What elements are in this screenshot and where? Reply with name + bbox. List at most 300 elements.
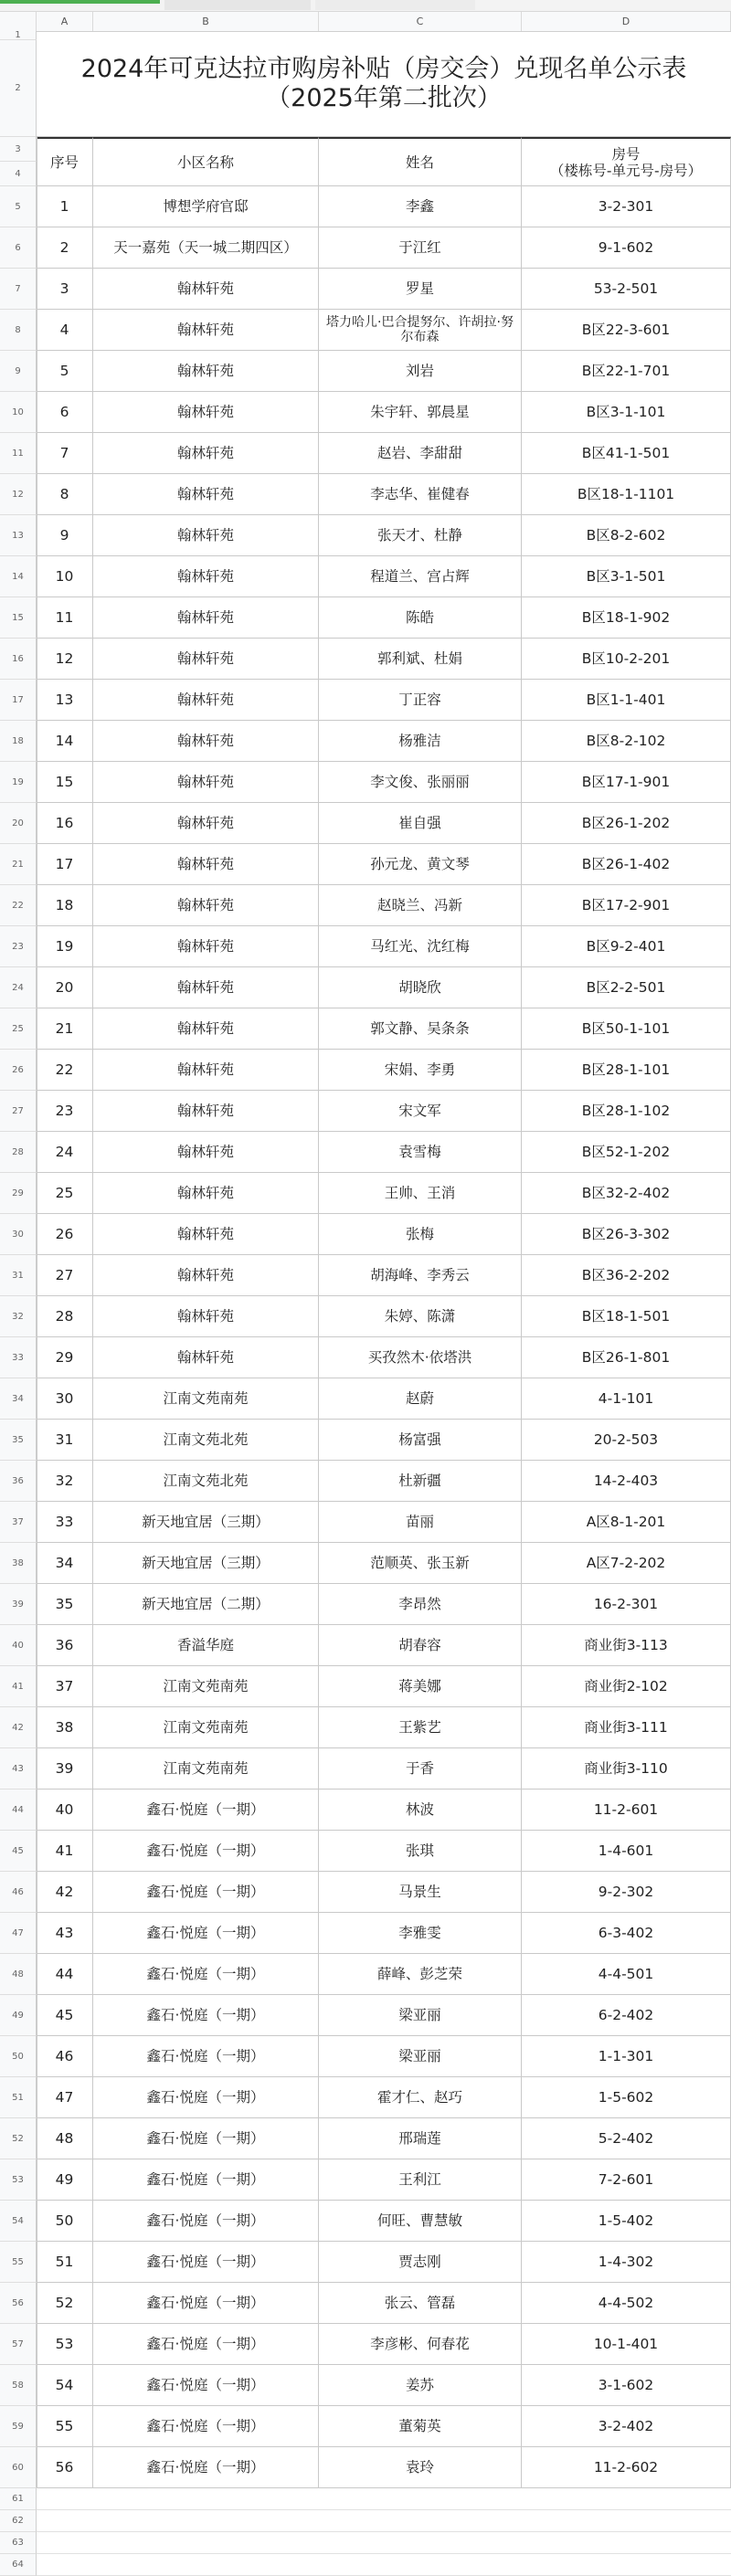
row-room[interactable]: 3-2-402 xyxy=(522,2406,731,2447)
row-header[interactable]: 9 xyxy=(0,351,37,392)
row-name[interactable]: 李雅雯 xyxy=(319,1913,522,1954)
row-room[interactable]: 4-4-501 xyxy=(522,1954,731,1995)
row-name[interactable]: 张天才、杜静 xyxy=(319,515,522,556)
row-community[interactable]: 江南文苑南苑 xyxy=(93,1707,319,1748)
row-header[interactable]: 12 xyxy=(0,474,37,515)
row-community[interactable]: 鑫石·悦庭（一期） xyxy=(93,1995,319,2036)
row-name[interactable]: 王紫艺 xyxy=(319,1707,522,1748)
row-header[interactable]: 20 xyxy=(0,803,37,844)
row-index[interactable]: 44 xyxy=(37,1954,93,1995)
row-room[interactable]: B区22-1-701 xyxy=(522,351,731,392)
row-room[interactable]: 16-2-301 xyxy=(522,1584,731,1625)
row-header[interactable]: 55 xyxy=(0,2242,37,2283)
row-index[interactable]: 6 xyxy=(37,392,93,433)
row-header[interactable]: 38 xyxy=(0,1543,37,1584)
row-index[interactable]: 32 xyxy=(37,1461,93,1502)
row-community[interactable]: 翰林轩苑 xyxy=(93,1091,319,1132)
row-community[interactable]: 鑫石·悦庭（一期） xyxy=(93,1831,319,1872)
row-header[interactable]: 59 xyxy=(0,2406,37,2447)
row-index[interactable]: 19 xyxy=(37,926,93,967)
row-header[interactable]: 36 xyxy=(0,1461,37,1502)
row-room[interactable]: A区7-2-202 xyxy=(522,1543,731,1584)
row-name[interactable]: 王帅、王消 xyxy=(319,1173,522,1214)
header-name[interactable]: 姓名 xyxy=(319,137,522,186)
row-index[interactable]: 22 xyxy=(37,1050,93,1091)
row-name[interactable]: 买孜然木·依塔洪 xyxy=(319,1337,522,1378)
row-room[interactable]: B区9-2-401 xyxy=(522,926,731,967)
row-name[interactable]: 李昂然 xyxy=(319,1584,522,1625)
row-name[interactable]: 贾志刚 xyxy=(319,2242,522,2283)
row-community[interactable]: 鑫石·悦庭（一期） xyxy=(93,2036,319,2077)
row-header[interactable]: 11 xyxy=(0,433,37,474)
row-name[interactable]: 于香 xyxy=(319,1748,522,1789)
header-index[interactable]: 序号 xyxy=(37,137,93,186)
row-header[interactable]: 43 xyxy=(0,1748,37,1789)
row-index[interactable]: 9 xyxy=(37,515,93,556)
row-header[interactable]: 64 xyxy=(0,2554,37,2576)
row-community[interactable]: 鑫石·悦庭（一期） xyxy=(93,1913,319,1954)
row-header[interactable]: 58 xyxy=(0,2365,37,2406)
row-community[interactable]: 翰林轩苑 xyxy=(93,967,319,1008)
row-index[interactable]: 21 xyxy=(37,1008,93,1050)
row-community[interactable]: 鑫石·悦庭（一期） xyxy=(93,2283,319,2324)
row-header[interactable]: 40 xyxy=(0,1625,37,1666)
row-name[interactable]: 何旺、曹慧敏 xyxy=(319,2201,522,2242)
row-index[interactable]: 2 xyxy=(37,227,93,269)
row-header[interactable]: 50 xyxy=(0,2036,37,2077)
row-name[interactable]: 杨雅洁 xyxy=(319,721,522,762)
row-header[interactable]: 62 xyxy=(0,2510,37,2532)
row-index[interactable]: 53 xyxy=(37,2324,93,2365)
row-header[interactable]: 26 xyxy=(0,1050,37,1091)
row-name[interactable]: 邢瑞莲 xyxy=(319,2118,522,2159)
row-community[interactable]: 江南文苑南苑 xyxy=(93,1666,319,1707)
row-room[interactable]: 6-2-402 xyxy=(522,1995,731,2036)
row-community[interactable]: 江南文苑北苑 xyxy=(93,1420,319,1461)
row-index[interactable]: 39 xyxy=(37,1748,93,1789)
row-room[interactable]: 商业街3-110 xyxy=(522,1748,731,1789)
sheet-tab-3[interactable] xyxy=(315,0,475,10)
row-room[interactable]: 3-2-301 xyxy=(522,186,731,227)
row-community[interactable]: 鑫石·悦庭（一期） xyxy=(93,1872,319,1913)
row-index[interactable]: 20 xyxy=(37,967,93,1008)
corner-cell[interactable] xyxy=(0,12,37,31)
row-index[interactable]: 56 xyxy=(37,2447,93,2488)
row-community[interactable]: 鑫石·悦庭（一期） xyxy=(93,2242,319,2283)
row-name[interactable]: 苗丽 xyxy=(319,1502,522,1543)
row-header[interactable]: 47 xyxy=(0,1913,37,1954)
row-index[interactable]: 42 xyxy=(37,1872,93,1913)
row-index[interactable]: 30 xyxy=(37,1378,93,1420)
row-name[interactable]: 孙元龙、黄文琴 xyxy=(319,844,522,885)
row-index[interactable]: 26 xyxy=(37,1214,93,1255)
row-community[interactable]: 新天地宜居（三期） xyxy=(93,1502,319,1543)
row-name[interactable]: 丁正容 xyxy=(319,680,522,721)
row-room[interactable]: 11-2-602 xyxy=(522,2447,731,2488)
row-header[interactable]: 39 xyxy=(0,1584,37,1625)
row-room[interactable]: B区18-1-902 xyxy=(522,597,731,639)
row-name[interactable]: 刘岩 xyxy=(319,351,522,392)
row-room[interactable]: B区3-1-501 xyxy=(522,556,731,597)
row-room[interactable]: 20-2-503 xyxy=(522,1420,731,1461)
row-header[interactable]: 15 xyxy=(0,597,37,639)
row-room[interactable]: B区22-3-601 xyxy=(522,310,731,351)
row-name[interactable]: 于江红 xyxy=(319,227,522,269)
row-name[interactable]: 杨富强 xyxy=(319,1420,522,1461)
row-index[interactable]: 12 xyxy=(37,639,93,680)
row-header[interactable]: 60 xyxy=(0,2447,37,2488)
row-index[interactable]: 49 xyxy=(37,2159,93,2201)
row-name[interactable]: 崔自强 xyxy=(319,803,522,844)
row-header[interactable]: 51 xyxy=(0,2077,37,2118)
row-index[interactable]: 36 xyxy=(37,1625,93,1666)
column-header-a[interactable]: A xyxy=(37,12,93,31)
row-name[interactable]: 马红光、沈红梅 xyxy=(319,926,522,967)
row-name[interactable]: 袁雪梅 xyxy=(319,1132,522,1173)
row-room[interactable]: 1-5-402 xyxy=(522,2201,731,2242)
row-header[interactable]: 41 xyxy=(0,1666,37,1707)
row-community[interactable]: 翰林轩苑 xyxy=(93,310,319,351)
row-index[interactable]: 54 xyxy=(37,2365,93,2406)
row-index[interactable]: 37 xyxy=(37,1666,93,1707)
row-community[interactable]: 翰林轩苑 xyxy=(93,885,319,926)
row-name[interactable]: 郭利斌、杜娟 xyxy=(319,639,522,680)
row-room[interactable]: B区28-1-101 xyxy=(522,1050,731,1091)
row-room[interactable]: 6-3-402 xyxy=(522,1913,731,1954)
row-room[interactable]: B区26-1-202 xyxy=(522,803,731,844)
row-room[interactable]: B区41-1-501 xyxy=(522,433,731,474)
row-community[interactable]: 翰林轩苑 xyxy=(93,762,319,803)
row-header[interactable]: 6 xyxy=(0,227,37,269)
row-community[interactable]: 江南文苑北苑 xyxy=(93,1461,319,1502)
row-community[interactable]: 翰林轩苑 xyxy=(93,639,319,680)
row-index[interactable]: 3 xyxy=(37,269,93,310)
row-community[interactable]: 翰林轩苑 xyxy=(93,1050,319,1091)
row-name[interactable]: 梁亚丽 xyxy=(319,1995,522,2036)
row-index[interactable]: 34 xyxy=(37,1543,93,1584)
row-room[interactable]: B区8-2-602 xyxy=(522,515,731,556)
row-community[interactable]: 翰林轩苑 xyxy=(93,1337,319,1378)
row-name[interactable]: 陈皓 xyxy=(319,597,522,639)
row-room[interactable]: 商业街3-113 xyxy=(522,1625,731,1666)
row-community[interactable]: 翰林轩苑 xyxy=(93,351,319,392)
row-header[interactable]: 29 xyxy=(0,1173,37,1214)
row-name[interactable]: 郭文静、吴条条 xyxy=(319,1008,522,1050)
row-community[interactable]: 江南文苑南苑 xyxy=(93,1378,319,1420)
row-community[interactable]: 翰林轩苑 xyxy=(93,1255,319,1296)
row-room[interactable]: 11-2-601 xyxy=(522,1789,731,1831)
row-room[interactable]: 4-1-101 xyxy=(522,1378,731,1420)
row-header[interactable]: 18 xyxy=(0,721,37,762)
row-header[interactable]: 63 xyxy=(0,2532,37,2554)
row-header[interactable]: 19 xyxy=(0,762,37,803)
row-name[interactable]: 胡海峰、李秀云 xyxy=(319,1255,522,1296)
row-name[interactable]: 赵岩、李甜甜 xyxy=(319,433,522,474)
row-header[interactable]: 24 xyxy=(0,967,37,1008)
row-header[interactable]: 49 xyxy=(0,1995,37,2036)
row-name[interactable]: 薛峰、彭芝荣 xyxy=(319,1954,522,1995)
row-index[interactable]: 35 xyxy=(37,1584,93,1625)
row-index[interactable]: 13 xyxy=(37,680,93,721)
row-header[interactable]: 14 xyxy=(0,556,37,597)
row-name[interactable]: 张云、管磊 xyxy=(319,2283,522,2324)
column-header-d[interactable]: D xyxy=(522,12,731,31)
row-room[interactable]: 14-2-403 xyxy=(522,1461,731,1502)
row-room[interactable]: 9-2-302 xyxy=(522,1872,731,1913)
row-name[interactable]: 胡晓欣 xyxy=(319,967,522,1008)
row-index[interactable]: 10 xyxy=(37,556,93,597)
row-index[interactable]: 29 xyxy=(37,1337,93,1378)
row-index[interactable]: 40 xyxy=(37,1789,93,1831)
row-index[interactable]: 4 xyxy=(37,310,93,351)
row-name[interactable]: 程道兰、宫占辉 xyxy=(319,556,522,597)
row-index[interactable]: 45 xyxy=(37,1995,93,2036)
row-community[interactable]: 鑫石·悦庭（一期） xyxy=(93,2324,319,2365)
row-index[interactable]: 16 xyxy=(37,803,93,844)
row-community[interactable]: 翰林轩苑 xyxy=(93,803,319,844)
row-header[interactable]: 22 xyxy=(0,885,37,926)
sheet-tab-2[interactable] xyxy=(164,0,311,10)
row-room[interactable]: 7-2-601 xyxy=(522,2159,731,2201)
row-header[interactable]: 45 xyxy=(0,1831,37,1872)
row-index[interactable]: 50 xyxy=(37,2201,93,2242)
row-header[interactable]: 34 xyxy=(0,1378,37,1420)
row-room[interactable]: 1-5-602 xyxy=(522,2077,731,2118)
row-room[interactable]: B区52-1-202 xyxy=(522,1132,731,1173)
row-name[interactable]: 张梅 xyxy=(319,1214,522,1255)
row-community[interactable]: 鑫石·悦庭（一期） xyxy=(93,2406,319,2447)
row-room[interactable]: B区32-2-402 xyxy=(522,1173,731,1214)
row-room[interactable]: 1-1-301 xyxy=(522,2036,731,2077)
row-room[interactable]: 1-4-302 xyxy=(522,2242,731,2283)
row-index[interactable]: 41 xyxy=(37,1831,93,1872)
row-name[interactable]: 王利江 xyxy=(319,2159,522,2201)
row-community[interactable]: 翰林轩苑 xyxy=(93,1214,319,1255)
row-community[interactable]: 江南文苑南苑 xyxy=(93,1748,319,1789)
row-header[interactable]: 7 xyxy=(0,269,37,310)
row-community[interactable]: 翰林轩苑 xyxy=(93,556,319,597)
row-community[interactable]: 博想学府官邸 xyxy=(93,186,319,227)
row-community[interactable]: 翰林轩苑 xyxy=(93,1296,319,1337)
row-header[interactable]: 56 xyxy=(0,2283,37,2324)
row-community[interactable]: 鑫石·悦庭（一期） xyxy=(93,2447,319,2488)
row-community[interactable]: 鑫石·悦庭（一期） xyxy=(93,2077,319,2118)
row-room[interactable]: 53-2-501 xyxy=(522,269,731,310)
row-index[interactable]: 33 xyxy=(37,1502,93,1543)
row-name[interactable]: 胡春容 xyxy=(319,1625,522,1666)
row-community[interactable]: 新天地宜居（二期） xyxy=(93,1584,319,1625)
row-room[interactable]: A区8-1-201 xyxy=(522,1502,731,1543)
row-index[interactable]: 7 xyxy=(37,433,93,474)
row-header[interactable]: 35 xyxy=(0,1420,37,1461)
row-room[interactable]: B区3-1-101 xyxy=(522,392,731,433)
row-name[interactable]: 赵蔚 xyxy=(319,1378,522,1420)
row-index[interactable]: 8 xyxy=(37,474,93,515)
row-room[interactable]: 10-1-401 xyxy=(522,2324,731,2365)
row-name[interactable]: 罗星 xyxy=(319,269,522,310)
header-community[interactable]: 小区名称 xyxy=(93,137,319,186)
column-header-b[interactable]: B xyxy=(93,12,319,31)
row-room[interactable]: 3-1-602 xyxy=(522,2365,731,2406)
row-room[interactable]: B区18-1-501 xyxy=(522,1296,731,1337)
row-header[interactable]: 13 xyxy=(0,515,37,556)
row-name[interactable]: 马景生 xyxy=(319,1872,522,1913)
column-header-c[interactable]: C xyxy=(319,12,522,31)
row-community[interactable]: 鑫石·悦庭（一期） xyxy=(93,2118,319,2159)
row-header[interactable]: 37 xyxy=(0,1502,37,1543)
row-index[interactable]: 23 xyxy=(37,1091,93,1132)
row-header[interactable]: 1 xyxy=(0,31,37,40)
row-header[interactable]: 46 xyxy=(0,1872,37,1913)
row-name[interactable]: 李志华、崔健春 xyxy=(319,474,522,515)
row-community[interactable]: 翰林轩苑 xyxy=(93,433,319,474)
row-header[interactable]: 16 xyxy=(0,639,37,680)
row-room[interactable]: B区26-1-801 xyxy=(522,1337,731,1378)
row-room[interactable]: B区26-1-402 xyxy=(522,844,731,885)
row-header[interactable]: 17 xyxy=(0,680,37,721)
row-community[interactable]: 翰林轩苑 xyxy=(93,1132,319,1173)
row-room[interactable]: B区36-2-202 xyxy=(522,1255,731,1296)
row-community[interactable]: 翰林轩苑 xyxy=(93,844,319,885)
row-header[interactable]: 61 xyxy=(0,2488,37,2510)
row-header[interactable]: 28 xyxy=(0,1132,37,1173)
row-room[interactable]: B区26-3-302 xyxy=(522,1214,731,1255)
row-name[interactable]: 张琪 xyxy=(319,1831,522,1872)
row-community[interactable]: 天一嘉苑（天一城二期四区） xyxy=(93,227,319,269)
row-index[interactable]: 18 xyxy=(37,885,93,926)
row-community[interactable]: 翰林轩苑 xyxy=(93,680,319,721)
row-header[interactable]: 27 xyxy=(0,1091,37,1132)
row-header[interactable]: 23 xyxy=(0,926,37,967)
row-name[interactable]: 袁玲 xyxy=(319,2447,522,2488)
row-name[interactable]: 姜苏 xyxy=(319,2365,522,2406)
row-index[interactable]: 24 xyxy=(37,1132,93,1173)
row-community[interactable]: 鑫石·悦庭（一期） xyxy=(93,2365,319,2406)
row-index[interactable]: 52 xyxy=(37,2283,93,2324)
row-room[interactable]: B区50-1-101 xyxy=(522,1008,731,1050)
row-header[interactable]: 42 xyxy=(0,1707,37,1748)
row-name[interactable]: 蒋美娜 xyxy=(319,1666,522,1707)
row-index[interactable]: 11 xyxy=(37,597,93,639)
row-header[interactable]: 33 xyxy=(0,1337,37,1378)
row-room[interactable]: B区17-2-901 xyxy=(522,885,731,926)
row-header[interactable]: 4 xyxy=(0,162,37,186)
row-header[interactable]: 48 xyxy=(0,1954,37,1995)
row-room[interactable]: B区18-1-1101 xyxy=(522,474,731,515)
row-index[interactable]: 25 xyxy=(37,1173,93,1214)
row-name[interactable]: 宋娟、李勇 xyxy=(319,1050,522,1091)
row-community[interactable]: 鑫石·悦庭（一期） xyxy=(93,2159,319,2201)
row-header[interactable]: 2 xyxy=(0,40,37,137)
row-community[interactable]: 香溢华庭 xyxy=(93,1625,319,1666)
row-community[interactable]: 翰林轩苑 xyxy=(93,926,319,967)
row-community[interactable]: 鑫石·悦庭（一期） xyxy=(93,1954,319,1995)
row-header[interactable]: 8 xyxy=(0,310,37,351)
row-community[interactable]: 鑫石·悦庭（一期） xyxy=(93,1789,319,1831)
row-community[interactable]: 翰林轩苑 xyxy=(93,474,319,515)
row-name[interactable]: 林波 xyxy=(319,1789,522,1831)
row-room[interactable]: B区17-1-901 xyxy=(522,762,731,803)
row-header[interactable]: 21 xyxy=(0,844,37,885)
row-name[interactable]: 塔力哈儿·巴合提努尔、许胡拉·努尔布森 xyxy=(319,310,522,351)
row-room[interactable]: B区28-1-102 xyxy=(522,1091,731,1132)
row-header[interactable]: 53 xyxy=(0,2159,37,2201)
row-room[interactable]: 5-2-402 xyxy=(522,2118,731,2159)
row-name[interactable]: 李文俊、张丽丽 xyxy=(319,762,522,803)
row-community[interactable]: 翰林轩苑 xyxy=(93,1173,319,1214)
row-index[interactable]: 46 xyxy=(37,2036,93,2077)
row-header[interactable]: 54 xyxy=(0,2201,37,2242)
row-header[interactable]: 5 xyxy=(0,186,37,227)
row-header[interactable]: 52 xyxy=(0,2118,37,2159)
row-index[interactable]: 31 xyxy=(37,1420,93,1461)
row-index[interactable]: 28 xyxy=(37,1296,93,1337)
row-room[interactable]: 商业街3-111 xyxy=(522,1707,731,1748)
row-header[interactable]: 3 xyxy=(0,137,37,162)
row-index[interactable]: 15 xyxy=(37,762,93,803)
row-community[interactable]: 新天地宜居（三期） xyxy=(93,1543,319,1584)
row-header[interactable]: 57 xyxy=(0,2324,37,2365)
row-name[interactable]: 董菊英 xyxy=(319,2406,522,2447)
row-index[interactable]: 55 xyxy=(37,2406,93,2447)
row-room[interactable]: B区10-2-201 xyxy=(522,639,731,680)
row-community[interactable]: 翰林轩苑 xyxy=(93,269,319,310)
row-header[interactable]: 31 xyxy=(0,1255,37,1296)
row-community[interactable]: 翰林轩苑 xyxy=(93,597,319,639)
row-header[interactable]: 30 xyxy=(0,1214,37,1255)
header-room[interactable] xyxy=(522,137,731,186)
row-index[interactable]: 47 xyxy=(37,2077,93,2118)
row-community[interactable]: 鑫石·悦庭（一期） xyxy=(93,2201,319,2242)
row-header[interactable]: 44 xyxy=(0,1789,37,1831)
row-index[interactable]: 1 xyxy=(37,186,93,227)
row-index[interactable]: 27 xyxy=(37,1255,93,1296)
row-room[interactable]: 商业街2-102 xyxy=(522,1666,731,1707)
row-community[interactable]: 翰林轩苑 xyxy=(93,1008,319,1050)
row-index[interactable]: 43 xyxy=(37,1913,93,1954)
row-header[interactable]: 25 xyxy=(0,1008,37,1050)
sheet-tab-active[interactable] xyxy=(0,0,160,4)
row-community[interactable]: 翰林轩苑 xyxy=(93,515,319,556)
row-name[interactable]: 宋文军 xyxy=(319,1091,522,1132)
row-room[interactable]: 4-4-502 xyxy=(522,2283,731,2324)
sheet-title[interactable]: 2024年可克达拉市购房补贴（房交会）兑现名单公示表（2025年第二批次） xyxy=(37,31,731,137)
row-name[interactable]: 朱婷、陈潇 xyxy=(319,1296,522,1337)
row-room[interactable]: 1-4-601 xyxy=(522,1831,731,1872)
row-name[interactable]: 李鑫 xyxy=(319,186,522,227)
row-name[interactable]: 霍才仁、赵巧 xyxy=(319,2077,522,2118)
row-room[interactable]: B区1-1-401 xyxy=(522,680,731,721)
row-header[interactable]: 32 xyxy=(0,1296,37,1337)
row-name[interactable]: 朱宇轩、郭晨星 xyxy=(319,392,522,433)
row-room[interactable]: B区2-2-501 xyxy=(522,967,731,1008)
row-name[interactable]: 李彦彬、何春花 xyxy=(319,2324,522,2365)
row-index[interactable]: 17 xyxy=(37,844,93,885)
row-community[interactable]: 翰林轩苑 xyxy=(93,721,319,762)
row-index[interactable]: 48 xyxy=(37,2118,93,2159)
row-name[interactable]: 范顺英、张玉新 xyxy=(319,1543,522,1584)
row-index[interactable]: 38 xyxy=(37,1707,93,1748)
row-header[interactable]: 10 xyxy=(0,392,37,433)
row-index[interactable]: 51 xyxy=(37,2242,93,2283)
row-name[interactable]: 杜新疆 xyxy=(319,1461,522,1502)
row-index[interactable]: 5 xyxy=(37,351,93,392)
row-name[interactable]: 赵晓兰、冯新 xyxy=(319,885,522,926)
row-index[interactable]: 14 xyxy=(37,721,93,762)
row-community[interactable]: 翰林轩苑 xyxy=(93,392,319,433)
row-name[interactable]: 梁亚丽 xyxy=(319,2036,522,2077)
row-room[interactable]: B区8-2-102 xyxy=(522,721,731,762)
